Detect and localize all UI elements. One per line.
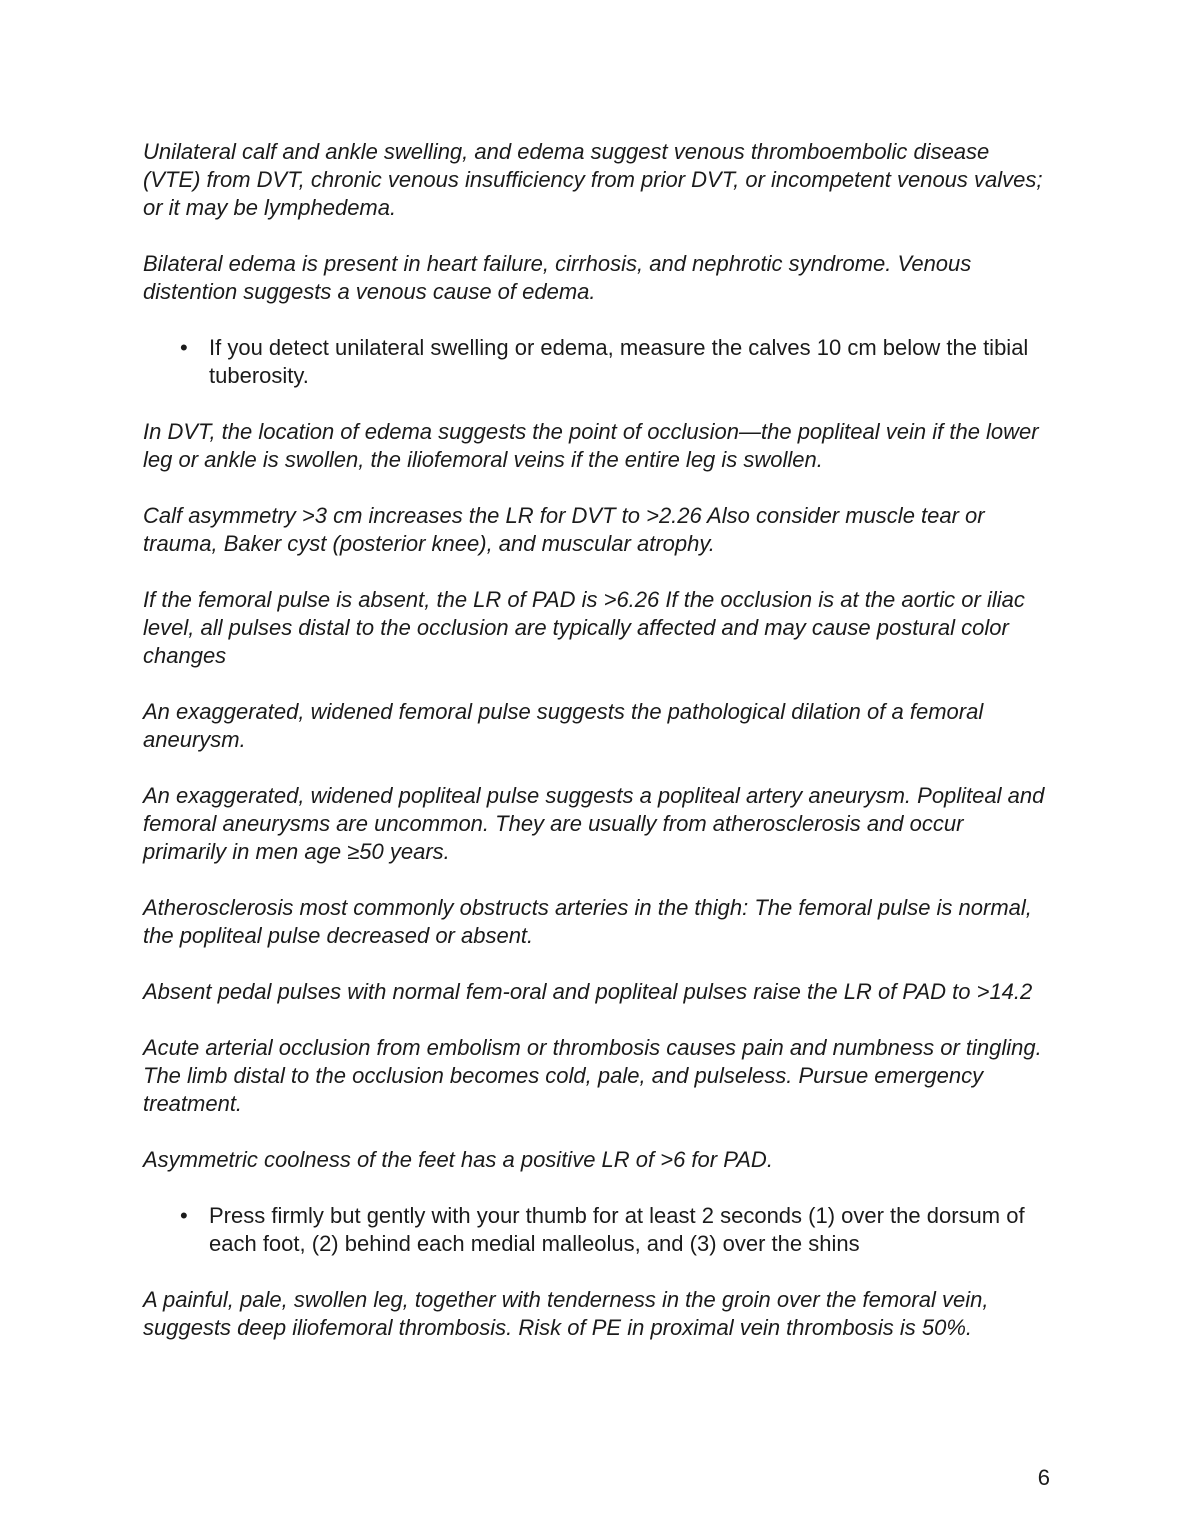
paragraph: Calf asymmetry >3 cm increases the LR for DVT to >2.26 Also consider muscle tear or trauma, Baker cyst (posterior knee), and muscular atrophy.	[143, 503, 985, 556]
paragraph: An exaggerated, widened femoral pulse suggests the pathological dilation of a femoral aneurysm.	[143, 699, 984, 752]
bullet-text: If you detect unilateral swelling or edema, measure the calves 10 cm below the tibial tuberosity.	[209, 335, 1029, 388]
paragraph: Bilateral edema is present in heart failure, cirrhosis, and nephrotic syndrome. Venous distention suggests a venous cause of edema.	[143, 251, 972, 304]
page-number: 6	[1037, 1465, 1050, 1490]
paragraph: A painful, pale, swollen leg, together with tenderness in the groin over the femoral vein, suggests deep iliofemoral thrombosis. Risk of PE in proximal vein thrombosis is 50%.	[143, 1287, 989, 1340]
paragraph: Atherosclerosis most commonly obstructs arteries in the thigh: The femoral pulse is normal, the popliteal pulse decreased or absent.	[143, 895, 1032, 948]
document-page	[143, 138, 1048, 1370]
paragraph: In DVT, the location of edema suggests the point of occlusion—the popliteal vein if the lower leg or ankle is swollen, the iliofemoral veins if the entire leg is swollen.	[143, 419, 1039, 472]
bullet-text: Press firmly but gently with your thumb for at least 2 seconds (1) over the dorsum of each foot, (2) behind each medial malleolus, and (3) over the shins	[209, 1203, 1025, 1256]
paragraph: An exaggerated, widened popliteal pulse suggests a popliteal artery aneurysm. Popliteal and femoral aneurysms are uncommon. They are usually from atherosclerosis and occur primarily in men age ≥50 years.	[143, 783, 1045, 864]
bullet-marker: •	[180, 1203, 188, 1228]
bullet-list-item	[143, 334, 1048, 390]
paragraph: Acute arterial occlusion from embolism or thrombosis causes pain and numbness or tingling. The limb distal to the occlusion becomes cold, pale, and pulseless. Pursue emergency treatment.	[143, 1035, 1042, 1116]
bullet-marker: •	[180, 335, 188, 360]
paragraph: Asymmetric coolness of the feet has a positive LR of >6 for PAD.	[143, 1147, 773, 1172]
paragraph: Absent pedal pulses with normal fem-oral and popliteal pulses raise the LR of PAD to >14.2	[143, 979, 1033, 1004]
paragraph: Unilateral calf and ankle swelling, and edema suggest venous thromboembolic disease (VTE) from DVT, chronic venous insufficiency from prior DVT, or incompetent venous valves; or it may be lymphedema.	[143, 139, 1043, 220]
bullet-list-item	[143, 1202, 1048, 1258]
paragraph: If the femoral pulse is absent, the LR of PAD is >6.26 If the occlusion is at the aortic or iliac level, all pulses distal to the occlusion are typically affected and may cause postural color changes	[143, 587, 1025, 668]
